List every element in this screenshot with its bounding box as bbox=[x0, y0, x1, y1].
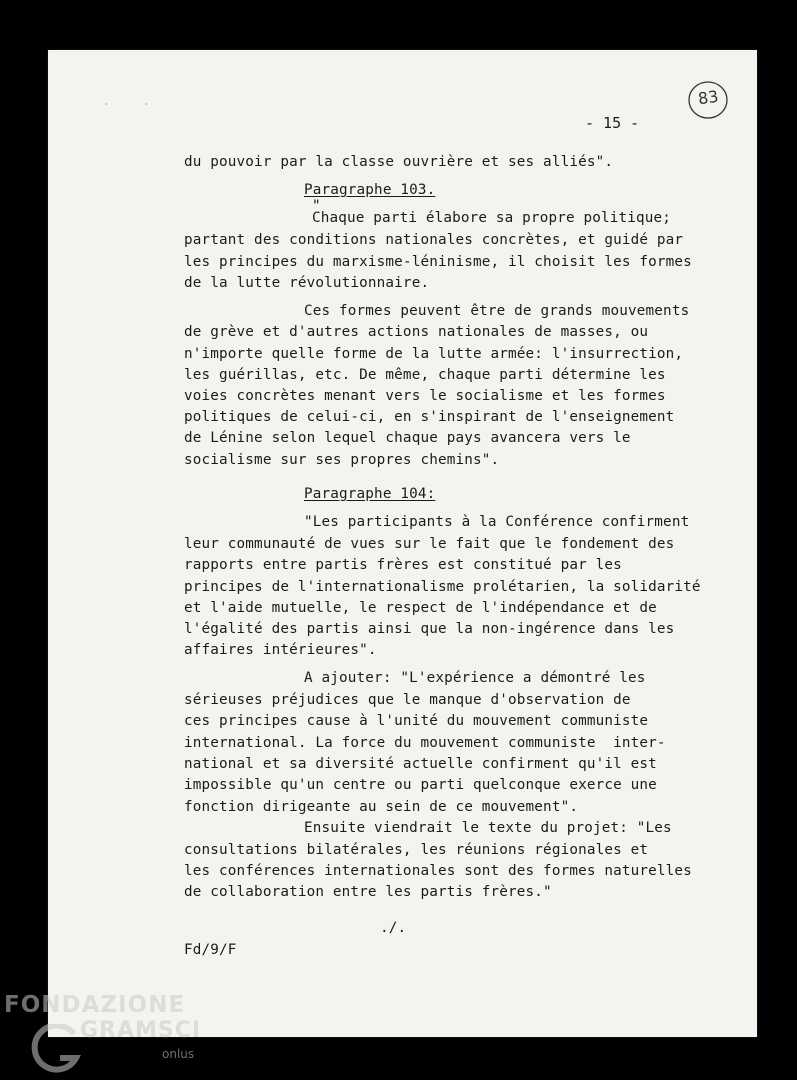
text-line: A ajouter: "L'expérience a démontré les bbox=[304, 670, 646, 686]
text-line: affaires intérieures". bbox=[184, 642, 377, 658]
watermark bbox=[2, 990, 202, 1080]
text-line: du pouvoir par la classe ouvrière et ses alliés". bbox=[184, 154, 614, 170]
text-line: voies concrètes menant vers le socialisme et les formes bbox=[184, 388, 666, 404]
text-line: international. La force du mouvement communiste inter- bbox=[184, 735, 666, 751]
archive-stamp-number: 83 bbox=[696, 86, 720, 109]
text-line: de la lutte révolutionnaire. bbox=[184, 275, 430, 291]
section-heading: Paragraphe 104: bbox=[304, 486, 436, 502]
text-line: Chaque parti élabore sa propre politique; bbox=[312, 210, 672, 226]
text-line: socialisme sur ses propres chemins". bbox=[184, 452, 500, 468]
text-line: fonction dirigeante au sein de ce mouvement". bbox=[184, 799, 579, 815]
text-line: "Les participants à la Conférence confirment bbox=[304, 514, 690, 530]
text-line: les principes du marxisme-léninisme, il choisit les formes bbox=[184, 254, 692, 270]
text-line: l'égalité des partis ainsi que la non-ingérence dans les bbox=[184, 621, 675, 637]
margin-dots: · bbox=[145, 100, 148, 109]
text-line: Ces formes peuvent être de grands mouvements bbox=[304, 303, 690, 319]
text-line: les conférences internationales sont des formes naturelles bbox=[184, 863, 692, 879]
watermark-line1: FONDAZIONE bbox=[4, 992, 186, 1018]
text-line: rapports entre partis frères est constitué par les bbox=[184, 557, 622, 573]
text-line: principes de l'internationalisme prolétarien, la solidarité bbox=[184, 579, 701, 595]
text-line: de Lénine selon lequel chaque pays avancera vers le bbox=[184, 430, 631, 446]
text-line: Ensuite viendrait le texte du projet: "Les bbox=[304, 820, 672, 836]
text-line: de grève et d'autres actions nationales de masses, ou bbox=[184, 324, 649, 340]
text-line: sérieuses préjudices que le manque d'observation de bbox=[184, 692, 631, 708]
page-number: - 15 - bbox=[585, 114, 640, 132]
text-line: impossible qu'un centre ou parti quelconque exerce une bbox=[184, 777, 657, 793]
text-line: politiques de celui-ci, en s'inspirant de l'enseignement bbox=[184, 409, 675, 425]
continuation-mark: ./. bbox=[380, 920, 407, 936]
document-reference: Fd/9/F bbox=[184, 942, 237, 958]
text-line: les guérillas, etc. De même, chaque parti détermine les bbox=[184, 367, 666, 383]
watermark-line3: onlus bbox=[162, 1047, 195, 1061]
text-line: n'importe quelle forme de la lutte armée: l'insurrection, bbox=[184, 346, 684, 362]
text-line: national et sa diversité actuelle confirment qu'il est bbox=[184, 756, 657, 772]
gramsci-logo-icon bbox=[30, 1024, 84, 1078]
watermark-line2: GRAMSCI bbox=[80, 1018, 202, 1043]
text-line: consultations bilatérales, les réunions régionales et bbox=[184, 842, 649, 858]
text-line: partant des conditions nationales concrètes, et guidé par bbox=[184, 232, 684, 248]
text-line: " bbox=[312, 198, 321, 214]
text-line: et l'aide mutuelle, le respect de l'indépendance et de bbox=[184, 600, 657, 616]
text-line: de collaboration entre les partis frères." bbox=[184, 884, 552, 900]
section-heading: Paragraphe 103. bbox=[304, 182, 436, 198]
text-line: leur communauté de vues sur le fait que le fondement des bbox=[184, 536, 675, 552]
text-line: ces principes cause à l'unité du mouvement communiste bbox=[184, 713, 649, 729]
margin-dots: · bbox=[105, 100, 108, 109]
